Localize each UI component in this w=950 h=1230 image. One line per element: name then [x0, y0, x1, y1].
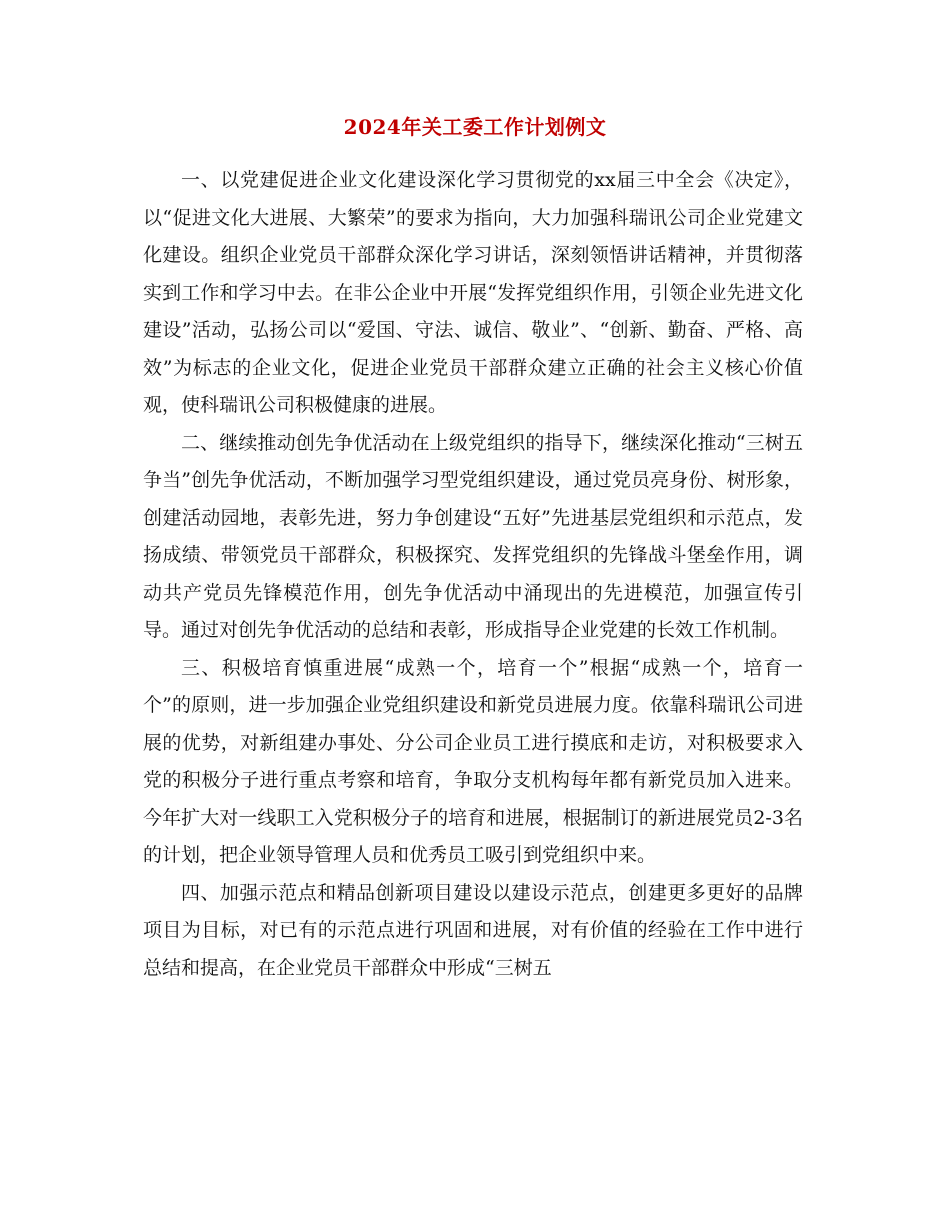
document-title: 2024年关工委工作计划例文: [343, 115, 607, 139]
paragraph-2: 二、继续推动创先争优活动在上级党组织的指导下，继续深化推动“三树五争当”创先争优活动，不断加强学习型党组织建设，通过党员亮身份、树形象，创建活动园地，表彰先进，努力争创建设“五好”先进基层党组织和示范点，发扬成绩、带领党员干部群众，积极探究、发挥党组织的先锋战斗堡垒作用，调动共产党员先锋模范作用，创先争优活动中涌现出的先进模范，加强宣传引导。通过对创先争优活动的总结和表彰，形成指导企业党建的长效工作机制。: [143, 431, 803, 641]
paragraph-3: 三、积极培育慎重进展“成熟一个，培育一个”根据“成熟一个，培育一个”的原则，进一步加强企业党组织建设和新党员进展力度。依靠科瑞讯公司进展的优势，对新组建办事处、分公司企业员工进行摸底和走访，对积极要求入党的积极分子进行重点考察和培育，争取分支机构每年都有新党员加入进来。今年扩大对一线职工入党积极分子的培育和进展，根据制订的新进展党员2-3名的计划，把企业领导管理人员和优秀员工吸引到党组织中来。: [143, 656, 803, 866]
paragraph-4: 四、加强示范点和精品创新项目建设以建设示范点，创建更多更好的品牌项目为目标，对已有的示范点进行巩固和进展，对有价值的经验在工作中进行总结和提高，在企业党员干部群众中形成“三树五: [143, 881, 803, 979]
document-body: [143, 162, 803, 987]
paragraph-1: 一、以党建促进企业文化建设深化学习贯彻党的xx届三中全会《决定》，以“促进文化大进展、大繁荣”的要求为指向，大力加强科瑞讯公司企业党建文化建设。组织企业党员干部群众深化学习讲话，深刻领悟讲话精神，并贯彻落实到工作和学习中去。在非公企业中开展“发挥党组织作用，引领企业先进文化建设”活动，弘扬公司以“爱国、守法、诚信、敬业”、“创新、勤奋、严格、高效”为标志的企业文化，促进企业党员干部群众建立正确的社会主义核心价值观，使科瑞讯公司积极健康的进展。: [143, 169, 803, 416]
